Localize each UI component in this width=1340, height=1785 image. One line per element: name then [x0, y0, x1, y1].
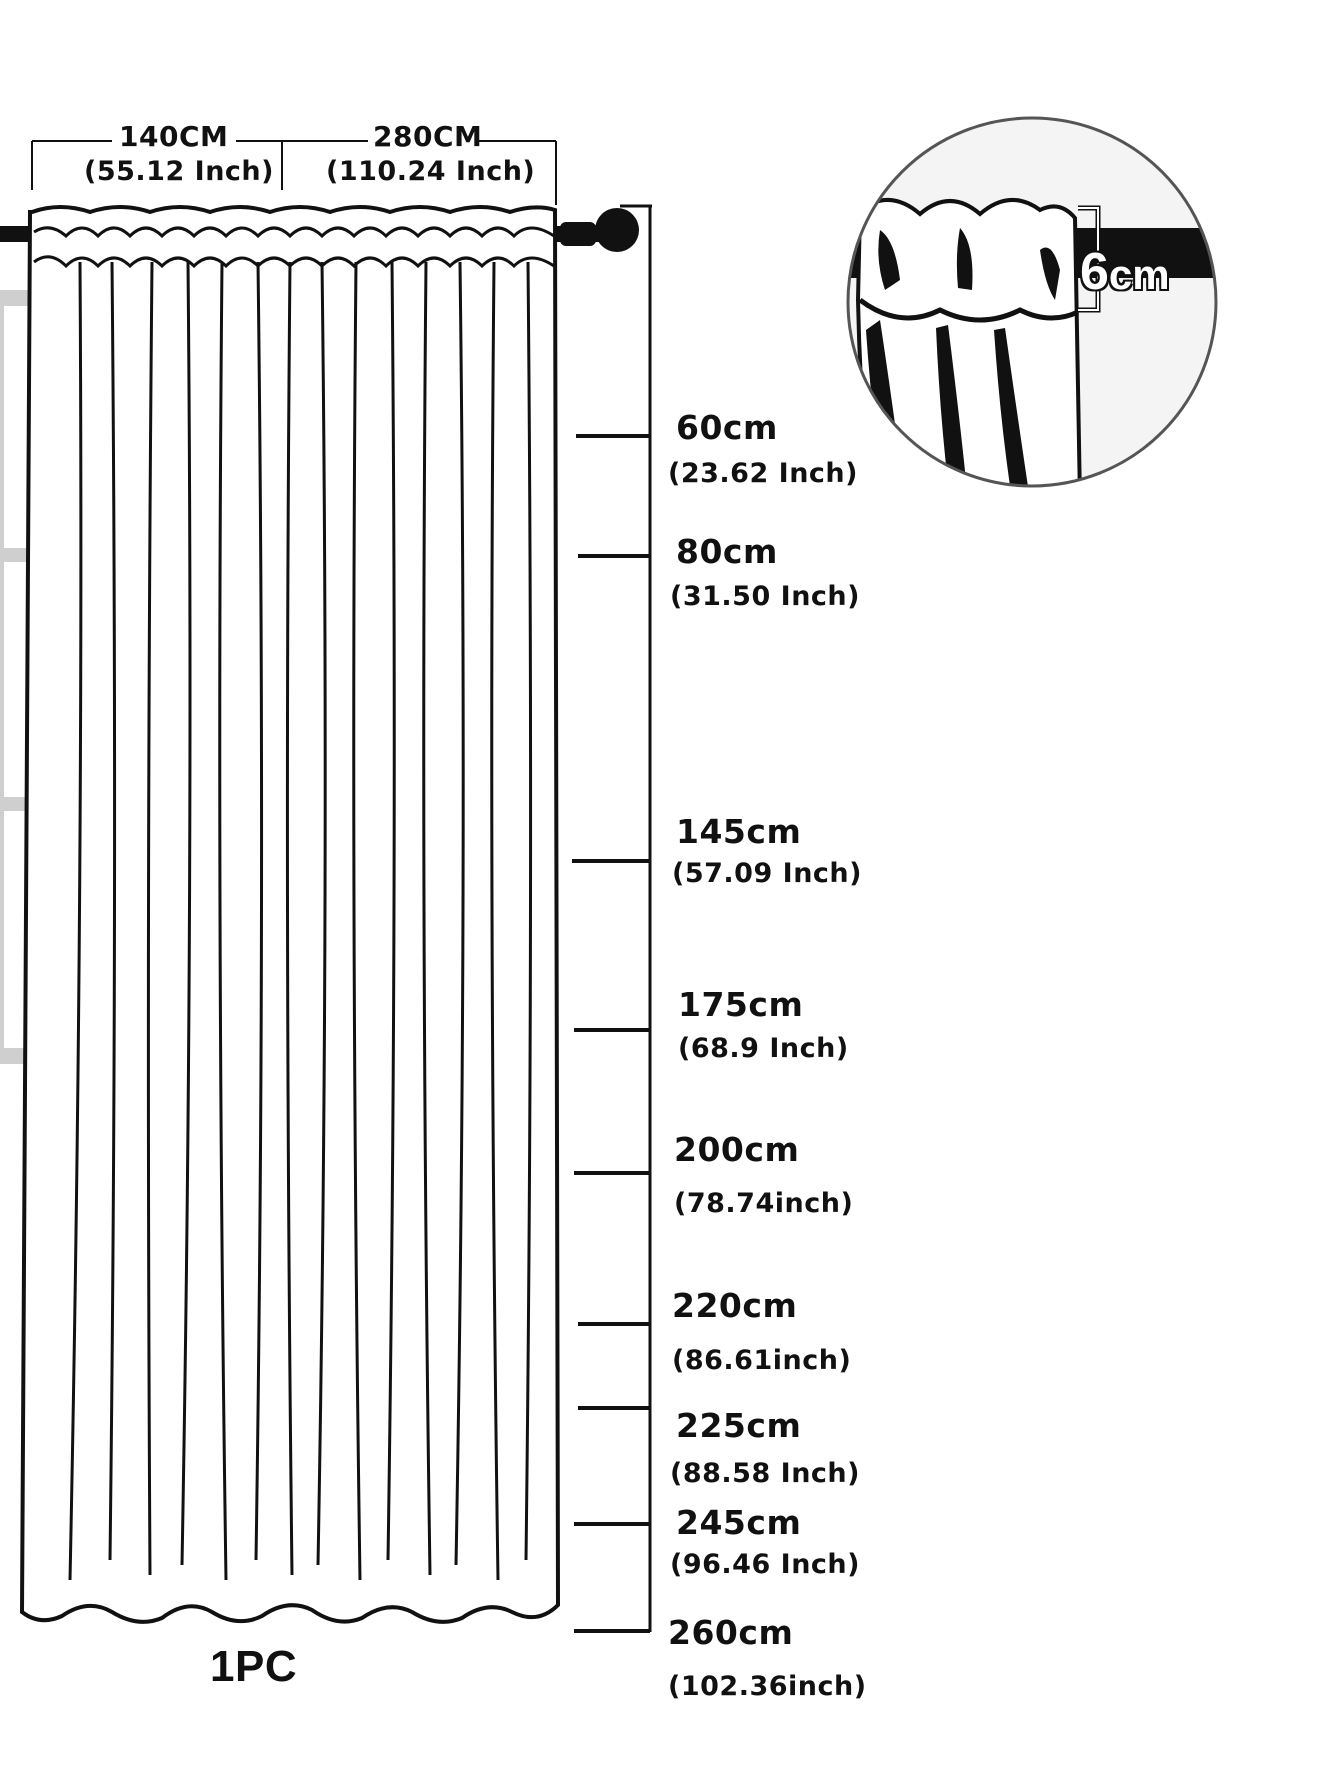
length-ruler [620, 206, 652, 1632]
length-label-inch-3: (57.09 Inch) [672, 858, 862, 889]
length-label-cm-7: 225cm [676, 1406, 802, 1445]
length-label-inch-7: (88.58 Inch) [670, 1458, 860, 1489]
length-label-inch-5: (78.74inch) [674, 1188, 854, 1219]
rod-pocket-label [1080, 242, 1170, 302]
quantity-label: 1PC [210, 1642, 298, 1691]
length-label-inch-4: (68.9 Inch) [678, 1033, 849, 1064]
width-label-inch-2: (110.24 Inch) [326, 156, 536, 187]
length-label-cm-8: 245cm [676, 1503, 802, 1542]
length-label-cm-2: 80cm [676, 532, 778, 571]
length-label-inch-9: (102.36inch) [668, 1671, 867, 1702]
width-label-inch-1: (55.12 Inch) [84, 156, 274, 187]
width-label-cm-1: 140CM [119, 120, 229, 153]
rod-pocket-unit: cm [1108, 251, 1170, 298]
length-label-cm-3: 145cm [676, 812, 802, 851]
length-label-inch-2: (31.50 Inch) [670, 581, 860, 612]
rod-pocket-value: 6 [1080, 243, 1109, 301]
curtain-panel [22, 207, 558, 1622]
length-label-cm-9: 260cm [668, 1613, 794, 1652]
length-label-inch-8: (96.46 Inch) [670, 1549, 860, 1580]
length-label-cm-1: 60cm [676, 408, 778, 447]
length-label-inch-6: (86.61inch) [672, 1345, 852, 1376]
length-label-inch-1: (23.62 Inch) [668, 458, 858, 489]
length-ticks [572, 436, 650, 1631]
width-label-cm-2: 280CM [373, 120, 483, 153]
rod-pocket-zoom [845, 110, 1225, 500]
length-label-cm-4: 175cm [678, 985, 804, 1024]
length-label-cm-5: 200cm [674, 1130, 800, 1169]
length-label-cm-6: 220cm [672, 1286, 798, 1325]
